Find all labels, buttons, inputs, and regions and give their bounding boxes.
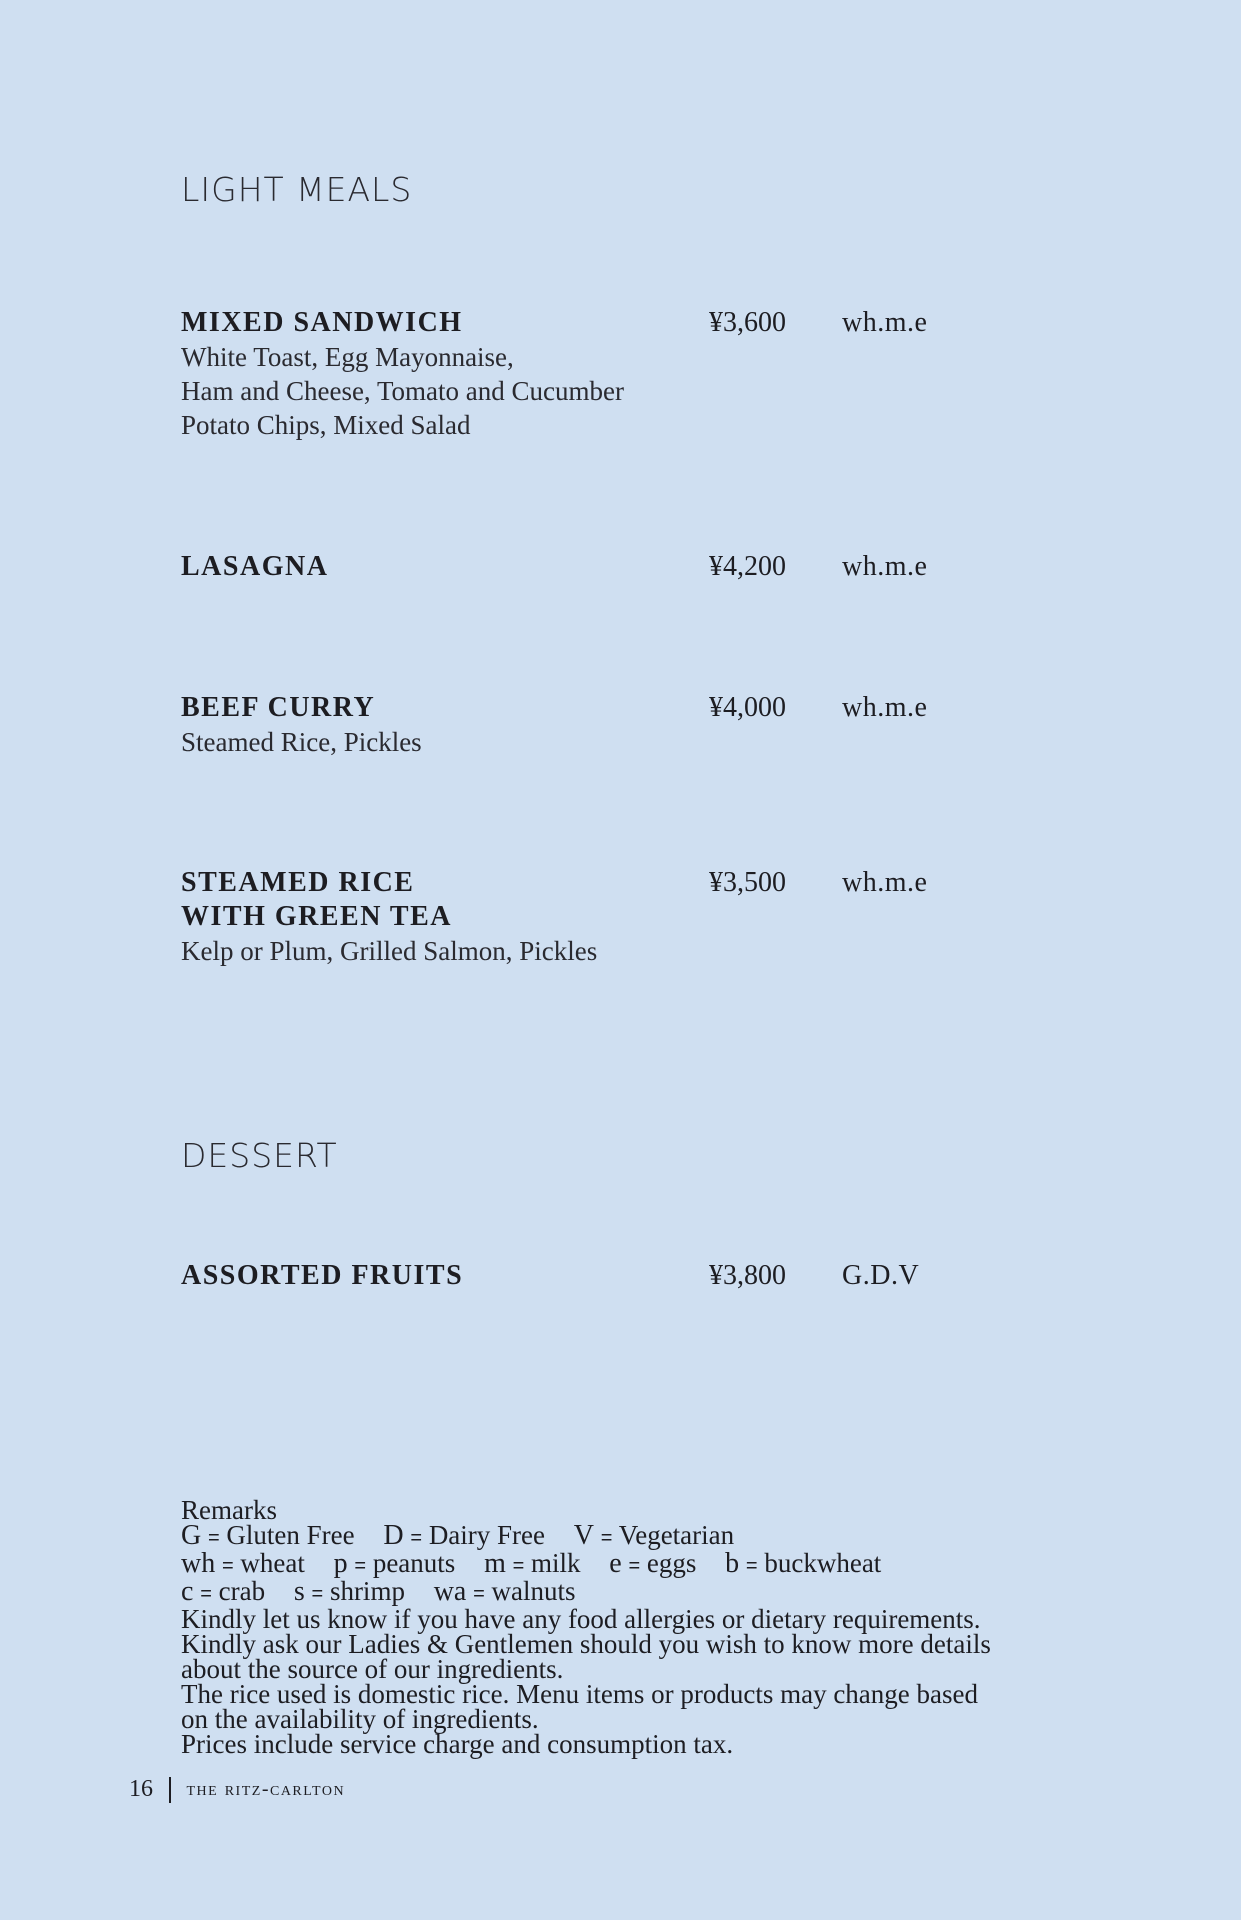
page-footer (129, 1776, 345, 1803)
item-price: ¥3,800 (709, 1260, 786, 1291)
item-price: ¥4,200 (709, 551, 786, 582)
item-allergens: wh.m.e (842, 307, 928, 338)
remarks-heading: Remarks (181, 1495, 277, 1525)
remarks-note: Kindly let us know if you have any food allergies or dietary requirements. (181, 1604, 981, 1634)
menu-item-beef-curry (181, 691, 1081, 759)
item-price: ¥3,500 (709, 867, 786, 898)
menu-item-mixed-sandwich (181, 306, 1081, 442)
menu-item-steamed-rice-green-tea (181, 866, 1081, 968)
item-price: ¥3,600 (709, 307, 786, 338)
allergen-legend-row: c = crab s = shrimp wa = walnuts (181, 1576, 576, 1607)
item-description: Steamed Rice, Pickles (181, 727, 422, 757)
footer-divider (169, 1777, 171, 1803)
allergen-legend-row: wh = wheat p = peanuts m = milk e = eggs b = buckwheat (181, 1548, 882, 1579)
remarks-note: about the source of our ingredients. (181, 1654, 564, 1684)
item-name: LASAGNA (181, 551, 329, 582)
remarks-note: Kindly ask our Ladies & Gentlemen should you wish to know more details (181, 1629, 991, 1659)
allergen-legend-row: G = Gluten Free D = Dairy Free V = Vegetarian (181, 1520, 735, 1551)
item-name: BEEF CURRY (181, 692, 376, 723)
item-allergens: wh.m.e (842, 867, 928, 898)
brand-name: the ritz-carlton (186, 1778, 346, 1800)
item-description: Kelp or Plum, Grilled Salmon, Pickles (181, 936, 598, 966)
item-price: ¥4,000 (709, 692, 786, 723)
item-name: MIXED SANDWICH (181, 307, 463, 338)
remarks-note: The rice used is domestic rice. Menu items or products may change based (181, 1679, 979, 1709)
remarks-note: on the availability of ingredients. (181, 1704, 539, 1734)
item-allergens: wh.m.e (842, 551, 928, 582)
item-name: ASSORTED FRUITS (181, 1260, 464, 1291)
item-allergens: G.D.V (842, 1260, 920, 1291)
item-name: STEAMED RICE WITH GREEN TEA (181, 867, 452, 932)
section-title-dessert: DESSERT (181, 1136, 338, 1175)
page-number: 16 (129, 1776, 153, 1802)
remarks-note: Prices include service charge and consumption tax. (181, 1729, 734, 1759)
menu-item-assorted-fruits (181, 1259, 1081, 1293)
section-title-light-meals: LIGHT MEALS (181, 170, 413, 209)
item-description: White Toast, Egg Mayonnaise, Ham and Cheese, Tomato and Cucumber Potato Chips, Mixed Salad (181, 342, 624, 440)
menu-item-lasagna (181, 550, 1081, 584)
item-allergens: wh.m.e (842, 692, 928, 723)
remarks-block (181, 1495, 1041, 1759)
